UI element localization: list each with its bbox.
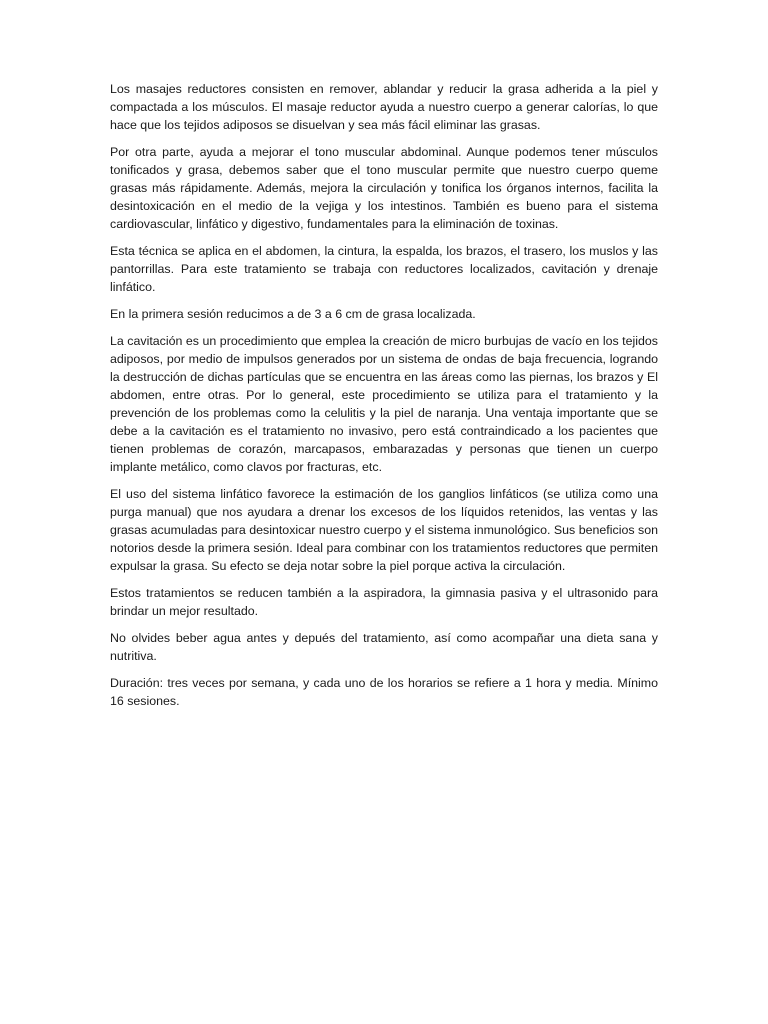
paragraph-tecnica-areas: Esta técnica se aplica en el abdomen, la cintura, la espalda, los brazos, el trasero, los muslos y las pantorrillas. Para este tratamiento se trabaja con reductores localizados, cavitación y drenaje linfático. xyxy=(110,244,658,294)
paragraph-tono-muscular: Por otra parte, ayuda a mejorar el tono muscular abdominal. Aunque podemos tener músculos tonificados y grasa, debemos saber que el tono muscular permite que nuestro cuerpo queme grasas más rápidamente. Además, mejora la circulación y tonifica los órganos internos, facilita la desintoxicación en el medio de la vejiga y los intestinos. También es bueno para el sistema cardiovascular, linfático y digestivo, fundamentales para la eliminación de toxinas. xyxy=(110,145,658,231)
paragraph-duracion: Duración: tres veces por semana, y cada uno de los horarios se refiere a 1 hora y media. Mínimo 16 sesiones. xyxy=(110,676,658,708)
document-page xyxy=(110,80,658,719)
paragraph-masajes-reductores: Los masajes reductores consisten en remover, ablandar y reducir la grasa adherida a la piel y compactada a los músculos. El masaje reductor ayuda a nuestro cuerpo a generar calorías, lo que hace que los tejidos adiposos se disuelvan y sea más fácil eliminar las grasas. xyxy=(110,82,658,132)
paragraph-otros-tratamientos: Estos tratamientos se reducen también a la aspiradora, la gimnasia pasiva y el ultrasonido para brindar un mejor resultado. xyxy=(110,586,658,618)
paragraph-primera-sesion: En la primera sesión reducimos a de 3 a 6 cm de grasa localizada. xyxy=(110,307,476,321)
paragraph-cavitacion: La cavitación es un procedimiento que emplea la creación de micro burbujas de vacío en los tejidos adiposos, por medio de impulsos generados por un sistema de ondas de baja frecuencia, logrando la destrucción de dichas partículas que se encuentra en las áreas como las piernas, los brazos y El abdomen, entre otras. Por lo general, este procedimiento se utiliza para el tratamiento y la prevención de los problemas como la celulitis y la piel de naranja. Una ventaja importante que se debe a la cavitación es el tratamiento no invasivo, pero está contraindicado a los pacientes que tienen problemas de corazón, marcapasos, embarazadas y personas que tienen un cuerpo implante metálico, como clavos por fracturas, etc. xyxy=(110,334,658,474)
paragraph-sistema-linfatico: El uso del sistema linfático favorece la estimación de los ganglios linfáticos (se utiliza como una purga manual) que nos ayudara a drenar los excesos de los líquidos retenidos, las ventas y las grasas acumuladas para desintoxicar nuestro cuerpo y el sistema inmunológico. Sus beneficios son notorios desde la primera sesión. Ideal para combinar con los tratamientos reductores que permiten expulsar la grasa. Su efecto se deja notar sobre la piel porque activa la circulación. xyxy=(110,487,658,573)
paragraph-beber-agua: No olvides beber agua antes y depués del tratamiento, así como acompañar una dieta sana y nutritiva. xyxy=(110,631,658,663)
